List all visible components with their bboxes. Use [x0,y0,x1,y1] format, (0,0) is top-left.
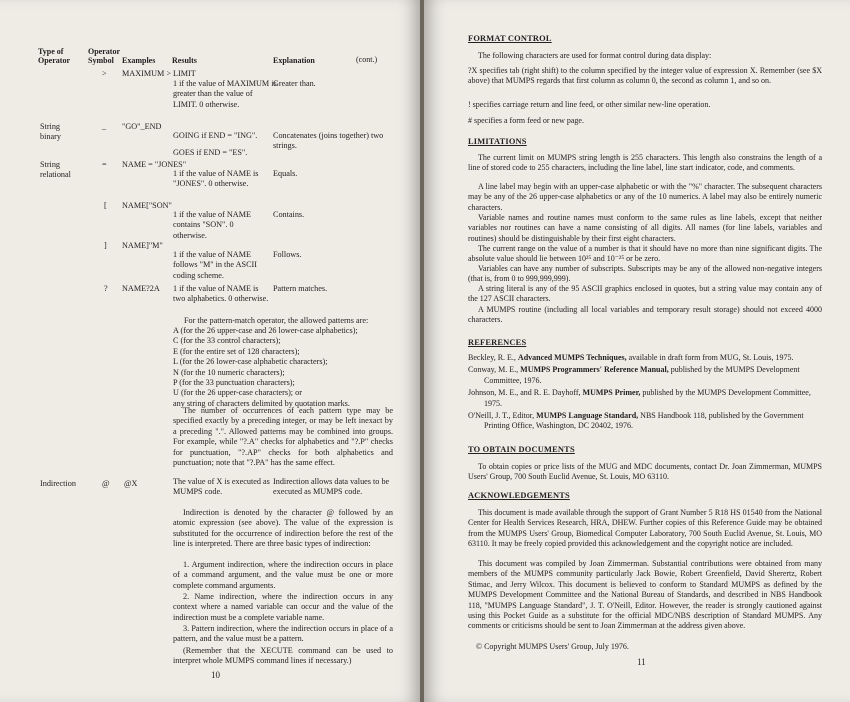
references-list [468,353,822,432]
row-pattern-result: 1 if the value of NAME is two alphabetics. 0 otherwise. [173,284,269,304]
limitations-3: Variable names and routine names must conform to the same rules as line labels, except that neither variables nor routines can have a name consisting of all digits. All names (for line labels, variables and routines) should be distinguishable by their first eight characters. [468,213,822,243]
obtain-documents-heading: TO OBTAIN DOCUMENTS [468,445,575,454]
row-concat-result-2: GOES if END = "ES". [173,148,248,157]
pattern-item: U (for the 26 upper-case characters); or [173,388,302,398]
row-equals-result: 1 if the value of NAME is "JONES". 0 otherwise. [173,169,259,189]
xecute-note: (Remember that the XECUTE command can be used to interpret whole MUMPS command lines if necessary.) [173,646,393,666]
pattern-item: A (for the 26 upper-case and 26 lower-case alphabetics); [173,326,358,335]
row-equals-explanation: Equals. [273,169,298,178]
limitations-1: The current limit on MUMPS string length is 255 characters. This length also constrains the length of a line of stored code to 255 characters, including the line label, line start indicator, code, and comments. [468,153,822,173]
indirection-type-3: 3. Pattern indirection, where the indirection occurs in place of a pattern, and the value must be a pattern. [173,624,393,644]
row-pattern-symbol: ? [104,284,108,293]
header-operator-symbol: Operator Symbol [88,47,120,66]
row-contains-result: 1 if the value of NAME contains "SON". 0 otherwise. [173,210,251,240]
row-max-example: MAXIMUM > LIMIT [122,69,196,78]
limitations-5: Variables can have any number of subscripts. Subscripts may be any of the allowed non-negative integers (that is, from 0 to 999,999,999). [468,264,822,284]
obtain-documents-text: To obtain copies or price lists of the MUG and MDC documents, contact Dr. Joan Zimmerman, MUMPS Users' Group, 700 South Euclid Avenue, St. Louis, MO 63110. [468,462,822,482]
row-indirection-type: Indirection [40,479,76,488]
row-pattern-explanation: Pattern matches. [273,284,328,293]
row-pattern-example: NAME?2A [122,284,160,293]
header-type-of-operator: Type of Operator [38,47,70,66]
pattern-item: N (for the 10 numeric characters); [173,367,285,377]
pattern-item: C (for the 33 control characters); [173,336,281,346]
limitations-7: A MUMPS routine (including all local variables and temporary result storage) should not exceed 4000 characters. [468,305,822,325]
row-concat-example: "GO"_END [122,122,162,131]
limitations-4: The current range on the value of a number is that it should have no more than nine significant digits. The absolute value should lie between 10²⁵ and 10⁻²⁵ or be zero. [468,244,822,264]
row-concat-type: String binary [40,122,61,142]
header-results: Results [172,56,197,65]
limitations-heading: LIMITATIONS [468,137,527,146]
pattern-item: E (for the entire set of 128 characters); [173,346,300,356]
header-explanation: Explanation [273,56,315,65]
indirection-paragraph: Indirection is denoted by the character @ followed by an atomic expression (see above). The value of the expression is substituted for the occurrence of indirection before the rest of the line is interpreted. There are three basic types of indirection: [173,508,393,549]
limitations-2: A line label may begin with an upper-case alphabetic or with the "%" character. The subsequent characters may be any of the 26 upper-case alphabetics or any of the 10 numerics. A label may also be entirely numeric characters. [468,182,822,212]
pattern-item: any string of characters delimited by quotation marks. [173,398,350,408]
reference-item: O'Neill, J. T., Editor, MUMPS Language Standard, NBS Handbook 118, published by the Government Printing Office, Washington, DC 20402, 1976. [468,411,804,431]
header-cont: (cont.) [356,55,378,64]
row-equals-example: NAME = "JONES" [122,160,187,169]
indirection-type-1: 1. Argument indirection, where the indirection occurs in place of a command argument, and the value must be one or more complete command arguments. [173,560,393,590]
pattern-item: P (for the 33 punctuation characters); [173,378,295,388]
reference-item: Johnson, M. E., and R. E. Dayhoff, MUMPS Primer, published by the MUMPS Development Committee, 1975. [468,388,811,408]
row-equals-type: String relational [40,160,71,180]
pattern-intro: For the pattern-match operator, the allowed patterns are: [184,316,369,325]
row-contains-example: NAME["SON" [122,201,172,210]
row-concat-result-1: GOING if END = "ING". [173,131,258,140]
row-max-symbol: > [102,69,107,78]
page-number-left: 10 [211,670,220,680]
references-heading: REFERENCES [468,338,527,347]
acknowledgements-heading: ACKNOWLEDGEMENTS [468,491,570,500]
limitations-6: A string literal is any of the 95 ASCII graphics enclosed in quotes, but a string value may contain any of the 127 ASCII characters. [468,284,822,304]
format-intro: The following characters are used for format control during data display: [478,51,712,60]
header-examples: Examples [122,56,156,65]
reference-item: Conway, M. E., MUMPS Programmers' Reference Manual, published by the MUMPS Development Committee, 1976. [468,365,800,385]
row-concat-symbol: _ [102,122,107,131]
row-contains-explanation: Contains. [273,210,305,219]
row-follows-example: NAME]"M" [122,241,163,250]
left-page [0,0,420,702]
row-indirection-symbol: @ [102,479,110,488]
row-concat-explanation: Concatenates (joins together) two strings. [273,131,384,151]
row-follows-explanation: Follows. [273,250,302,259]
pattern-item: L (for the 26 lower-case alphabetic characters); [173,357,328,367]
row-indirection-example: @X [124,479,138,488]
pattern-list [173,326,393,409]
format-tab: ?X specifies tab (right shift) to the column specified by the integer value of expression X. Remember (see $X above) that MUMPS regards that first column as column 0, the second as column 1, and so on. [468,66,822,86]
page-number-right: 11 [637,657,646,667]
acknowledgements-1: This document is made available through the support of Grant Number 5 R18 HS 01540 from the National Center for Health Services Research, HRA, DHEW. Further copies of this Reference Guide may be obtained from the MUMPS Users' Group, Biomedical Computer Laboratory, 700 South Euclid Avenue, St. Louis, MO 63110. It may be freely copied provided this acknowledgement and the copyright notice are included. [468,508,822,549]
pattern-paragraph: The number of occurrences of each pattern type may be specified exactly by a preceding integer, or may be left inexact by a preceding ".". Allowed patterns may be combined into groups. For example, while "?.A" checks for alphabetics and "?.P" checks for punctuation, "?.AP" checks for both alphabetics and punctuation; note that "?.PA" has the same effect. [173,406,393,468]
row-max-explanation: Greater than. [273,79,316,88]
row-follows-result: 1 if the value of NAME follows "M" in the ASCII coding scheme. [173,250,258,280]
reference-item: Beckley, R. E., Advanced MUMPS Techniques, available in draft form from MUG, St. Louis, 1975. [468,353,794,362]
row-indirection-explanation: Indirection allows data values to be executed as MUMPS code. [273,477,390,497]
format-control-heading: FORMAT CONTROL [468,34,552,43]
format-newline: ! specifies carriage return and line feed, or other similar new-line operation. [468,100,711,109]
row-follows-symbol: ] [104,241,107,250]
format-formfeed: # specifies a form feed or new page. [468,116,584,125]
copyright-notice: © Copyright MUMPS Users' Group, July 1976. [476,642,629,651]
row-equals-symbol: = [102,160,107,169]
acknowledgements-2: This document was compiled by Joan Zimmerman. Substantial contributions were obtained from many members of the MUMPS community particularly Jack Bowie, Robert Greenfield, David Sherertz, Robert Stimac, and Jerry Wilcox. This document is believed to conform to Standard MUMPS as defined by the MUMPS Development Committee and the National Bureau of Standards, and described in NBS Handbook 118, "MUMPS Language Standard", J. T. O'Neill, Editor. However, the reader is strongly cautioned against using this Pocket Guide as a substitute for the official MDC/NBS description of Standard MUMPS. Any comments or criticisms should be sent to Joan Zimmerman at the address given above. [468,559,822,631]
indirection-type-2: 2. Name indirection, where the indirection occurs in any context where a named variable can occur and the value of the indirection must be a complete variable name. [173,592,393,622]
row-max-result: 1 if the value of MAXIMUM is greater than the value of LIMIT. 0 otherwise. [173,79,277,109]
row-indirection-result: The value of X is executed as MUMPS code. [173,477,270,497]
row-contains-symbol: [ [104,201,107,210]
